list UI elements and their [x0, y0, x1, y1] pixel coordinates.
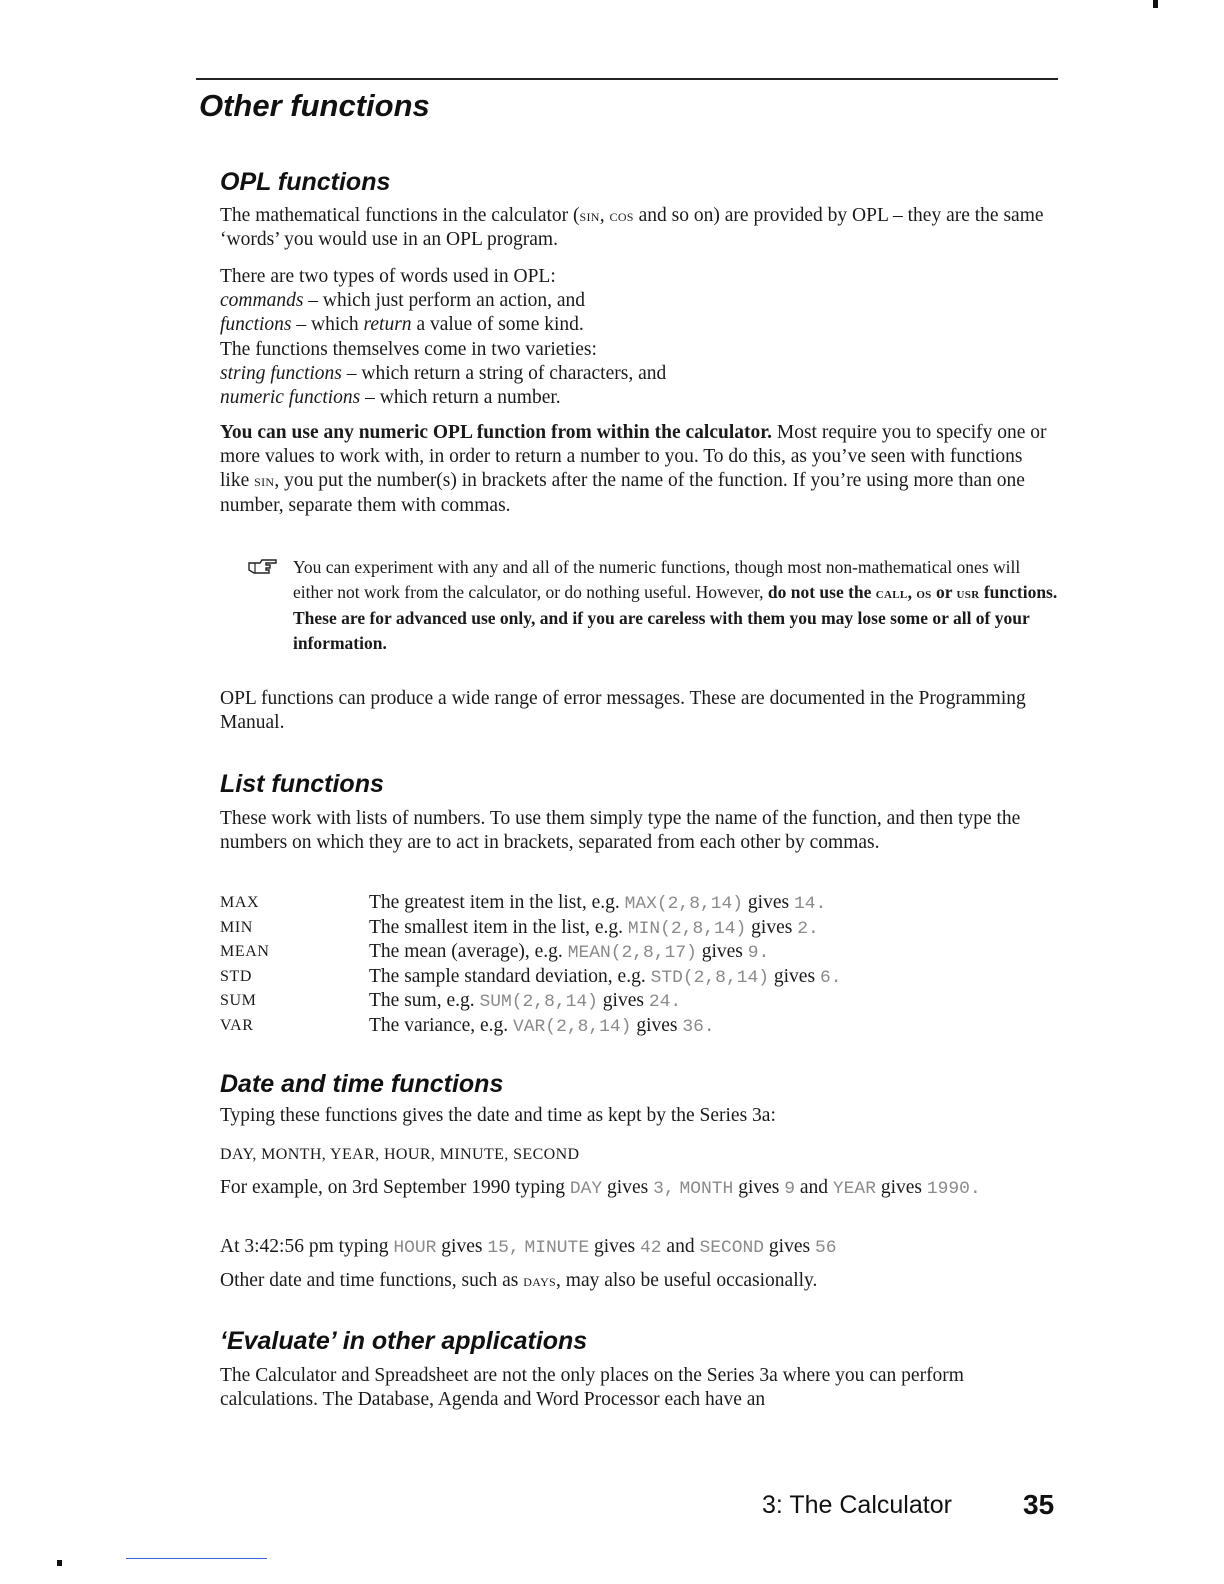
list-functions-table [220, 891, 1050, 1039]
opl-functions-heading: OPL functions [220, 168, 391, 196]
list-function-row [220, 940, 1050, 965]
scan-mark [1153, 0, 1158, 8]
function-name: SUM [220, 992, 257, 1010]
other-date-functions-paragraph: Other date and time functions, such as days, may also be useful occasionally. [220, 1270, 818, 1291]
header-rule [196, 78, 1058, 80]
note-text: You can experiment with any and all of the numeric functions, though most non-mathematical ones will either not work from the calculator, or do nothing useful. However, do not use the call, os or usr functions. These are for advanced use only, and if you are careless with them you may lose some or all of your information. [293, 557, 1058, 653]
function-description: The variance, e.g. VAR(2,8,14) gives 36. [369, 1014, 715, 1037]
function-name: MAX [220, 894, 260, 911]
section-title: Other functions [199, 88, 430, 123]
date-time-function-names: DAY, MONTH, YEAR, HOUR, MINUTE, SECOND [220, 1146, 580, 1163]
function-description: The greatest item in the list, e.g. MAX(2,8,14) gives 14. [369, 892, 827, 914]
call-keyword: call [875, 585, 908, 602]
commands-term: commands [220, 290, 304, 312]
numeric-functions-term: numeric functions [220, 387, 361, 409]
date-time-heading: Date and time functions [220, 1070, 504, 1098]
evaluate-paragraph: The Calculator and Spreadsheet are not the only places on the Series 3a where you can perform calculations. The Database, Agenda and Word Processor each have an [220, 1365, 964, 1411]
functions-term: functions [220, 314, 292, 336]
scan-line [126, 1558, 267, 1559]
list-function-row [220, 1014, 1050, 1039]
pointing-hand-icon [248, 557, 278, 577]
emphasis-text: You can use any numeric OPL function from within the calculator. [220, 422, 772, 443]
function-name: MIN [220, 918, 253, 936]
list-function-row [220, 916, 1050, 941]
footer-chapter-title: 3: The Calculator [762, 1491, 952, 1519]
function-name: STD [220, 967, 253, 985]
evaluate-heading: ‘Evaluate’ in other applications [220, 1327, 588, 1355]
function-name: VAR [220, 1016, 254, 1034]
days-keyword: days [523, 1271, 557, 1290]
string-functions-term: string functions [220, 362, 342, 384]
list-intro-paragraph: These work with lists of numbers. To use them simply type the name of the function, and then type the numbers on which they are to act in brackets, separated from each other by commas. [220, 808, 1021, 854]
list-function-row [220, 965, 1050, 990]
function-description: The mean (average), e.g. MEAN(2,8,17) gives 9. [369, 941, 770, 964]
numeric-use-paragraph: You can use any numeric OPL function from within the calculator. Most require you to specify one or more values to work with, in order to return a number to you. To do this, as you’ve seen with functions like sin, you put the number(s) in brackets after the name of the function. If you’re using more than one number, separate them with commas. [220, 422, 1047, 516]
function-description: The sum, e.g. SUM(2,8,14) gives 24. [369, 990, 682, 1013]
date-time-intro: Typing these functions gives the date and time as kept by the Series 3a: [220, 1105, 776, 1126]
error-messages-paragraph: OPL functions can produce a wide range of error messages. These are documented in the Programming Manual. [220, 688, 1026, 734]
opl-intro-paragraph: The mathematical functions in the calculator (sin, cos and so on) are provided by OPL – they are the same ‘words’ you would use in an OPL program. [220, 205, 1044, 251]
function-name: MEAN [220, 943, 270, 961]
list-function-row [220, 891, 1050, 916]
list-function-row [220, 989, 1050, 1014]
cos-keyword: cos [609, 206, 634, 225]
os-keyword: os [916, 585, 932, 602]
usr-keyword: usr [956, 585, 980, 602]
function-description: The sample standard deviation, e.g. STD(2,8,14) gives 6. [369, 965, 842, 988]
scan-mark [57, 1560, 62, 1566]
date-example-paragraph: For example, on 3rd September 1990 typing DAY gives 3, MONTH gives 9 and YEAR gives 1990. [220, 1177, 981, 1199]
word-types-block: There are two types of words used in OPL: commands – which just perform an action, and functions – which return a value of some kind. The functions themselves come in two varieties: string functions – which return a string of characters, and numeric functions – which return a number. [220, 266, 667, 409]
list-functions-heading: List functions [220, 770, 384, 798]
page-number: 35 [1023, 1489, 1055, 1520]
sin-keyword: sin [579, 206, 600, 225]
time-example-paragraph: At 3:42:56 pm typing HOUR gives 15, MINUTE gives 42 and SECOND gives 56 [220, 1236, 837, 1258]
function-description: The smallest item in the list, e.g. MIN(2,8,14) gives 2. [369, 916, 819, 939]
